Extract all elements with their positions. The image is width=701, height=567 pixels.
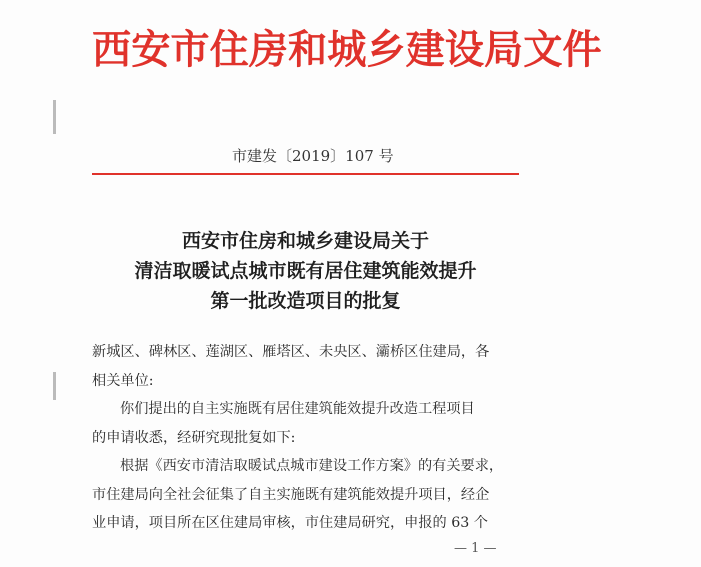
body-line: 市住建局向全社会征集了自主实施既有建筑能效提升项目，经企 [92,486,490,503]
body-line: 相关单位: [92,372,154,389]
document-subject [92,226,519,316]
body-line: 新城区、碑林区、莲湖区、雁塔区、未央区、灞桥区住建局，各 [92,344,490,360]
subject-line-3: 第一批改造项目的批复 [210,290,401,312]
subject-line-1: 西安市住房和城乡建设局关于 [181,230,429,252]
document-body [92,338,532,538]
document-number: 市建发〔2019〕107 号 [232,147,394,165]
red-separator-line [92,173,519,175]
body-line: 你们提出的自主实施既有居住建筑能效提升改造工程项目 [120,401,475,417]
binding-mark-top [53,100,56,134]
document-header-title: 西安市住房和城乡建设局文件 [92,26,602,73]
page-number: — 1 — [454,541,497,556]
binding-mark-middle [53,372,56,400]
subject-line-2: 清洁取暖试点城市既有居住建筑能效提升 [134,260,477,282]
body-line: 的申请收悉，经研究现批复如下: [92,429,296,446]
body-line: 业申请，项目所在区住建局审核，市住建局研究，申报的 63 个 [92,515,488,531]
body-line: 根据《西安市清洁取暖试点城市建设工作方案》的有关要求， [120,458,504,474]
